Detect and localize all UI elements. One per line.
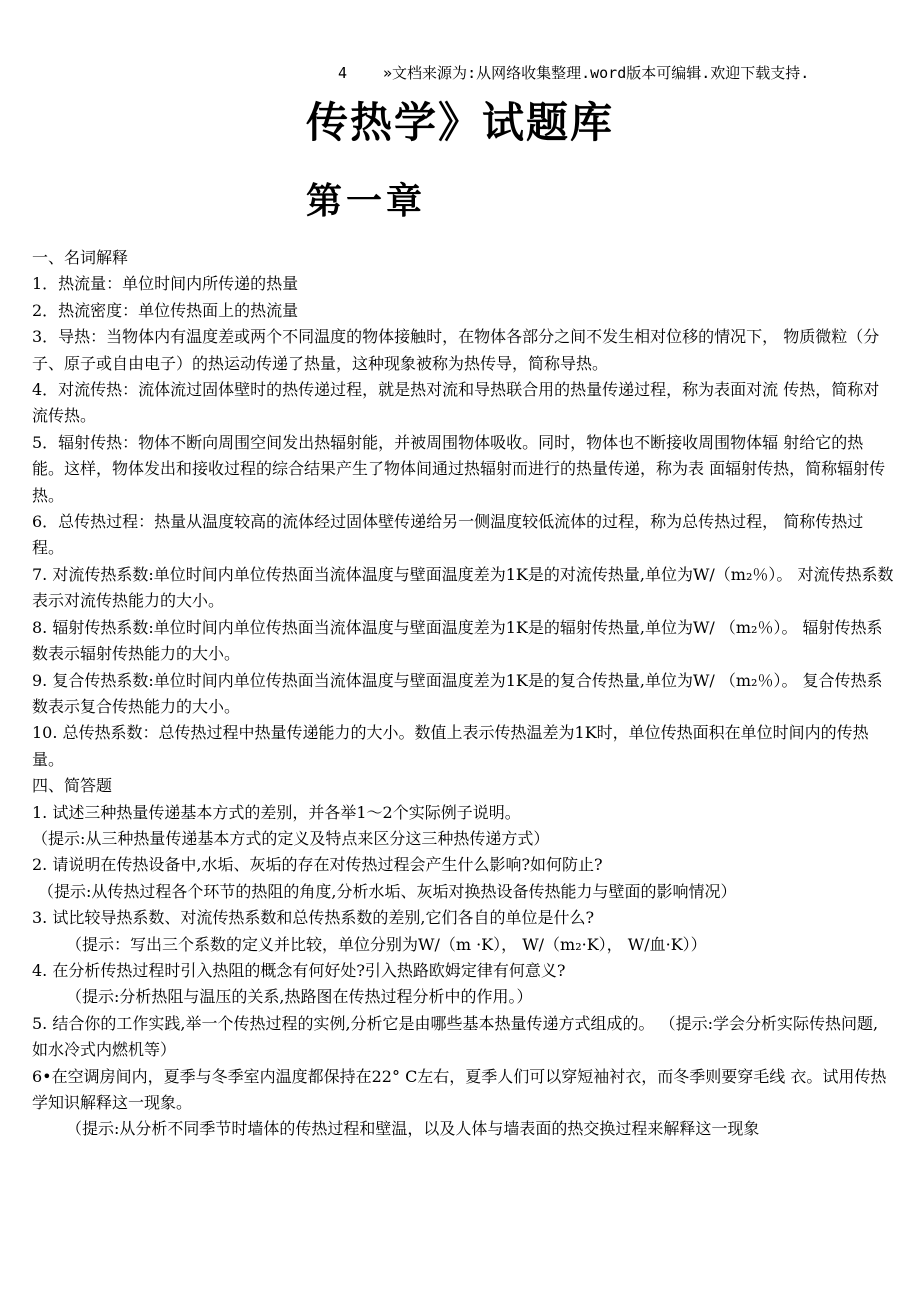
definition-item: 9. 复合传热系数:单位时间内单位传热面当流体温度与壁面温度差为1K是的复合传热量,单位为W/ （m₂％）。 复合传热系数表示复合传热能力的大小。 (32, 670, 883, 716)
question-item: 5. 结合你的工作实践,举一个传热过程的实例,分析它是由哪些基本热量传递方式组成的。 （提示:学会分析实际传热问题,如水冷式内燃机等） (32, 1013, 879, 1060)
question-item: 3. 试比较导热系数、对流传热系数和总传热系数的差别,它们各自的单位是什么? (32, 908, 595, 928)
document-title: 传热学》试题库 (306, 98, 615, 147)
question-hint: （提示:从分析不同季节时墙体的传热过程和壁温，以及人体与墙表面的热交换过程来解释这一现象 (66, 1119, 760, 1139)
definition-item: 5．辐射传热：物体不断向周围空间发出热辐射能，并被周围物体吸收。同时，物体也不断接收周围物体辐 射给它的热能。这样，物体发出和接收过程的综合结果产生了物体间通过热辐射而进行的热量传递，称为表 面辐射传热，简称辐射传热。 (32, 432, 886, 505)
section-heading-definitions: 一、名词解释 (32, 248, 129, 267)
question-hint: （提示：写出三个系数的定义并比较，单位分别为W/（m ·K）， W/（m₂·K）， W/血·K）） (66, 934, 707, 954)
definition-item: 6．总传热过程：热量从温度较高的流体经过固体壁传递给另一侧温度较低流体的过程，称为总传热过程， 简称传热过程。 (32, 512, 864, 558)
definition-item: 2．热流密度：单位传热面上的热流量 (32, 300, 299, 320)
document-body (32, 245, 894, 1143)
question-item: 2. 请说明在传热设备中,水垢、灰垢的存在对传热过程会产生什么影响?如何防止? (32, 855, 603, 875)
question-item: 6•在空调房间内，夏季与冬季室内温度都保持在22° C左右，夏季人们可以穿短袖衬衣，而冬季则要穿毛线 衣。试用传热学知识解释这一现象。 (32, 1066, 887, 1112)
page-number: 4 (338, 64, 348, 82)
definition-item: 1．热流量：单位时间内所传递的热量 (32, 274, 299, 294)
definition-item: 3．导热：当物体内有温度差或两个不同温度的物体接触时，在物体各部分之间不发生相对位移的情况下， 物质微粒（分子、原子或自由电子）的热运动传递了热量，这种现象被称为热传导，简称导热。 (32, 327, 880, 373)
definition-item: 8. 辐射传热系数:单位时间内单位传热面当流体温度与壁面温度差为1K是的辐射传热量,单位为W/ （m₂％）。 辐射传热系数表示辐射传热能力的大小。 (32, 617, 883, 664)
definition-item: 10. 总传热系数：总传热过程中热量传递能力的大小。数值上表示传热温差为1K时，单位传热面积在单位时间内的传热量。 (32, 723, 869, 769)
question-item: 4. 在分析传热过程时引入热阻的概念有何好处?引入热路欧姆定律有何意义? (32, 960, 566, 980)
question-hint: （提示:从传热过程各个环节的热阻的角度,分析水垢、灰垢对换热设备传热能力与壁面的影响情况） (38, 881, 737, 901)
section-heading-short-answer: 四、简答题 (32, 776, 113, 796)
question-item: 1. 试述三种热量传递基本方式的差别，并各举1～2个实际例子说明。 (32, 802, 521, 822)
definition-item: 7. 对流传热系数:单位时间内单位传热面当流体温度与壁面温度差为1K是的对流传热量,单位为W/（m₂％）。 对流传热系数表示对流传热能力的大小。 (32, 564, 894, 611)
source-note: »文档来源为:从网络收集整理.word版本可编辑.欢迎下载支持. (383, 64, 810, 82)
chapter-heading: 第一章 (306, 181, 427, 222)
question-hint: （提示:从三种热量传递基本方式的定义及特点来区分这三种热传递方式） (32, 828, 550, 848)
page-header (338, 62, 809, 83)
definition-item: 4．对流传热：流体流过固体壁时的热传递过程，就是热对流和导热联合用的热量传递过程，称为表面对流 传热，简称对流传热。 (32, 380, 880, 426)
question-hint: （提示:分析热阻与温压的关系,热路图在传热过程分析中的作用。） (66, 987, 533, 1007)
